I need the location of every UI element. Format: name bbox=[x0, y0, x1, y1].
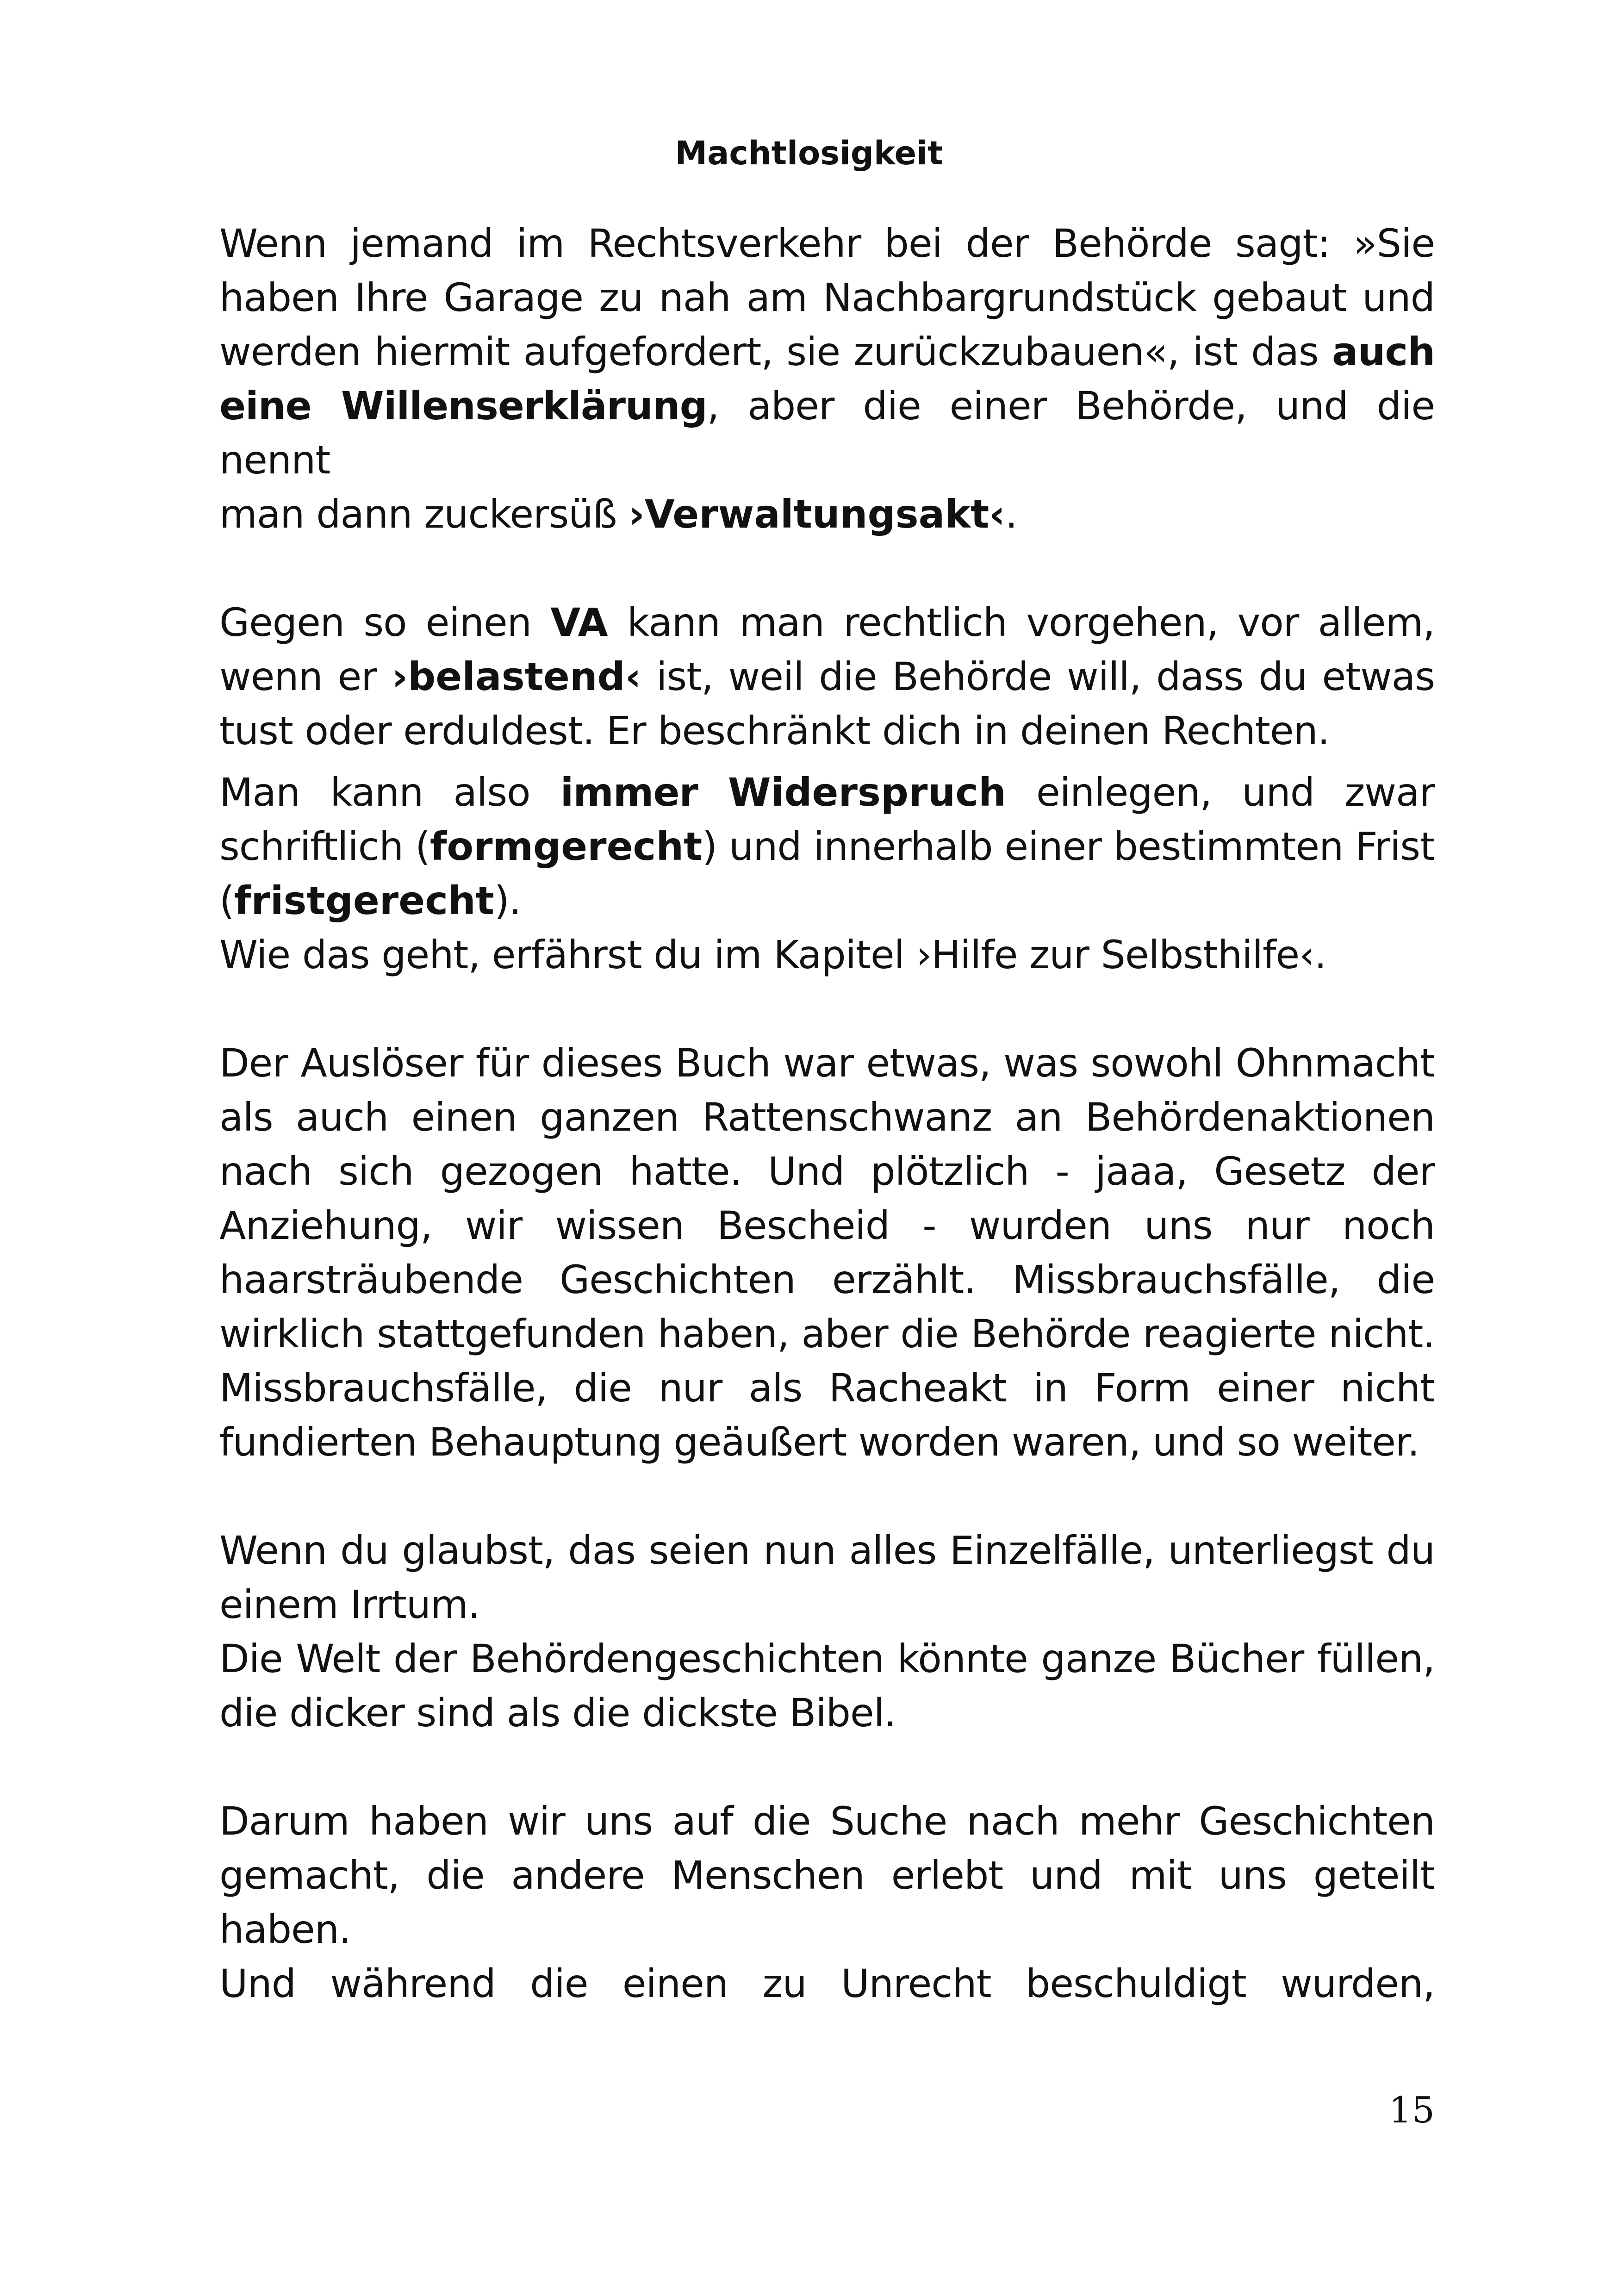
term-belastend: ›belastend‹ bbox=[392, 654, 641, 699]
text-span: kann man rechtlich vorgehen, vor allem, bbox=[627, 600, 1435, 645]
text-span: wenn er bbox=[219, 654, 377, 699]
text-line bbox=[219, 928, 1435, 982]
text-span: gemacht, die andere Menschen erlebt und mit uns geteilt bbox=[219, 1853, 1435, 1898]
text-span: einlegen, und zwar bbox=[1036, 770, 1435, 815]
text-span: nach sich gezogen hatte. Und plötzlich - jaaa, Gesetz der bbox=[219, 1149, 1435, 1194]
text-line bbox=[219, 379, 1435, 487]
text-line bbox=[219, 1253, 1435, 1307]
text-line bbox=[219, 1090, 1435, 1145]
text-span: Wie das geht, erfährst du im Kapitel ›Hilfe zur Selbsthilfe‹. bbox=[219, 932, 1326, 977]
text-line bbox=[219, 650, 1435, 704]
text-line bbox=[219, 1524, 1435, 1578]
text-span: Gegen so einen bbox=[219, 600, 531, 645]
text-span: fundierten Behauptung geäußert worden waren, und so weiter. bbox=[219, 1419, 1419, 1465]
text-line bbox=[219, 1415, 1435, 1469]
text-line bbox=[219, 1145, 1435, 1199]
term-verwaltungsakt: ›Verwaltungsakt‹ bbox=[629, 492, 1005, 537]
text-span: Wenn jemand im Rechtsverkehr bei der Behörde sagt: »Sie bbox=[219, 221, 1435, 266]
emphasis-auch: auch bbox=[1332, 329, 1435, 374]
text-line bbox=[219, 217, 1435, 271]
term-widerspruch: Widerspruch bbox=[728, 770, 1006, 815]
text-span: ist, weil die Behörde will, dass du etwas bbox=[656, 654, 1435, 699]
text-line bbox=[219, 1957, 1435, 2011]
text-span: ) und innerhalb einer bestimmten Frist bbox=[702, 824, 1435, 869]
text-span: Wenn du glaubst, das seien nun alles Einzelfälle, unterliegst du bbox=[219, 1528, 1435, 1573]
text-line bbox=[219, 1686, 1435, 1740]
text-line bbox=[219, 704, 1435, 758]
text-line bbox=[219, 765, 1435, 820]
text-span: haben Ihre Garage zu nah am Nachbargrundstück gebaut und bbox=[219, 275, 1435, 320]
text-span: tust oder erduldest. Er beschränkt dich in deinen Rechten. bbox=[219, 708, 1330, 753]
text-span: Man kann also bbox=[219, 770, 530, 815]
text-span: werden hiermit aufgefordert, sie zurückzubauen«, ist das bbox=[219, 329, 1319, 374]
text-span: Missbrauchsfälle, die nur als Racheakt in Form einer nicht bbox=[219, 1365, 1435, 1411]
text-line bbox=[219, 1361, 1435, 1415]
text-span: Und während die einen zu Unrecht beschuldigt wurden, bbox=[219, 1961, 1435, 2006]
term-formgerecht: formgerecht bbox=[429, 824, 703, 869]
text-span: einem Irrtum. bbox=[219, 1582, 480, 1627]
text-span: man dann zuckersüß bbox=[219, 492, 617, 537]
text-line bbox=[219, 1578, 1435, 1632]
text-span: . bbox=[1005, 492, 1017, 537]
text-span: ). bbox=[494, 878, 521, 923]
text-line bbox=[219, 1199, 1435, 1253]
text-line bbox=[219, 1794, 1435, 1848]
page-number: 15 bbox=[1388, 2090, 1435, 2131]
text-span: Die Welt der Behördengeschichten könnte ganze Bücher füllen, bbox=[219, 1636, 1435, 1681]
emphasis-willenserklaerung: eine Willenserklärung bbox=[219, 383, 707, 429]
text-span: haben. bbox=[219, 1907, 351, 1952]
text-line bbox=[219, 1848, 1435, 1903]
text-line bbox=[219, 820, 1435, 874]
text-span: Der Auslöser für dieses Buch war etwas, was sowohl Ohnmacht bbox=[219, 1040, 1435, 1086]
text-span: schriftlich ( bbox=[219, 824, 430, 869]
term-va: VA bbox=[550, 600, 608, 645]
text-span: haarsträubende Geschichten erzählt. Missbrauchsfälle, die bbox=[219, 1257, 1435, 1302]
body-text bbox=[219, 217, 1435, 2011]
text-span: als auch einen ganzen Rattenschwanz an Behördenaktionen bbox=[219, 1095, 1435, 1140]
text-span: die dicker sind als die dickste Bibel. bbox=[219, 1690, 896, 1736]
text-line bbox=[219, 487, 1435, 541]
text-line bbox=[219, 1903, 1435, 1957]
text-line bbox=[219, 271, 1435, 325]
chapter-title: Machtlosigkeit bbox=[675, 134, 943, 172]
text-line bbox=[219, 1632, 1435, 1686]
emphasis-immer: immer bbox=[560, 770, 698, 815]
text-line bbox=[219, 1036, 1435, 1090]
text-span: wirklich stattgefunden haben, aber die Behörde reagierte nicht. bbox=[219, 1311, 1435, 1356]
text-line bbox=[219, 325, 1435, 379]
text-line bbox=[219, 1307, 1435, 1361]
text-span: Anziehung, wir wissen Bescheid - wurden uns nur noch bbox=[219, 1203, 1435, 1248]
text-span: ( bbox=[219, 878, 234, 923]
term-fristgerecht: fristgerecht bbox=[234, 878, 494, 923]
text-line bbox=[219, 596, 1435, 650]
text-span: Darum haben wir uns auf die Suche nach mehr Geschichten bbox=[219, 1798, 1435, 1844]
text-span: , aber die einer Behörde, und die nennt bbox=[219, 383, 1435, 483]
text-line bbox=[219, 874, 1435, 928]
